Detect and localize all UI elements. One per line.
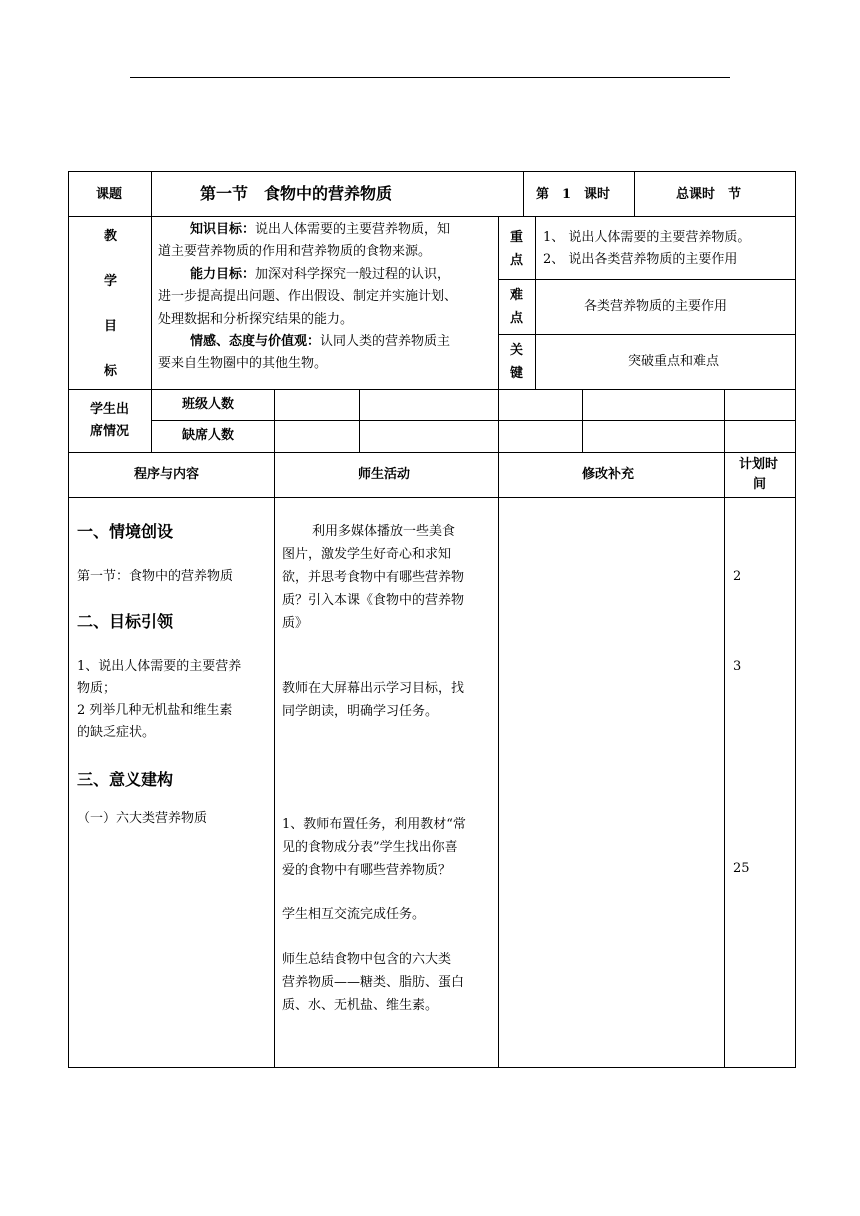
key-item: 1、 说出人体需要的主要营养物质。 — [543, 230, 751, 245]
class-count-label: 班级人数 — [182, 397, 235, 412]
planned-time: 25 — [733, 861, 750, 876]
attendance-blank — [724, 389, 796, 421]
emotion-objective — [190, 331, 450, 353]
activity-text: 质、水、无机盐、维生素。 — [282, 998, 439, 1013]
attendance-label: 席情况 — [90, 424, 130, 439]
lesson-title: 第一节 食物中的营养物质 — [200, 184, 393, 203]
emotion-label: 情感、态度与价值观： — [190, 334, 321, 349]
key-item: 2、 说出各类营养物质的主要作用 — [543, 252, 738, 267]
attendance-blank — [498, 420, 583, 453]
section-title: 三、意义建构 — [77, 770, 174, 789]
section-title: 二、目标引领 — [77, 612, 174, 631]
attendance-blank — [498, 389, 583, 421]
activity-text: 见的食物成分表”学生找出你喜 — [282, 840, 458, 855]
activity-text: 质？引入本课《食物中的营养物 — [282, 593, 465, 608]
key-label-char: 重 — [510, 230, 524, 245]
objectives-char: 学 — [104, 274, 118, 289]
revision-body-cell — [498, 497, 725, 1068]
crux-label-char: 关 — [510, 343, 524, 358]
emotion-text-cont: 要来自生物圈中的其他生物。 — [158, 356, 328, 371]
activity-text: 爱的食物中有哪些营养物质？ — [282, 863, 452, 878]
activity-text: 质》 — [282, 616, 309, 631]
objectives-char: 标 — [104, 364, 118, 379]
section-text: 第一节：食物中的营养物质 — [77, 569, 234, 584]
knowledge-objective — [190, 219, 450, 241]
difficult-text: 各类营养物质的主要作用 — [584, 299, 728, 314]
activity-text: 图片，激发学生好奇心和求知 — [282, 547, 452, 562]
ability-text: 加深对科学探究一般过程的认识， — [255, 267, 451, 282]
activity-text: 营养物质——糖类、脂肪、蛋白 — [282, 975, 465, 990]
key-label-char: 点 — [510, 253, 524, 268]
attendance-blank — [274, 420, 360, 453]
header-rule — [130, 77, 730, 78]
activity-text: 教师在大屏幕出示学习目标，找 — [282, 681, 465, 696]
planned-time: 3 — [733, 659, 742, 674]
revision-header: 修改补充 — [582, 467, 635, 482]
absent-count-label: 缺席人数 — [182, 428, 235, 443]
attendance-blank — [582, 389, 725, 421]
attendance-blank — [724, 420, 796, 453]
section-text: 的缺乏症状。 — [77, 725, 156, 740]
period-label: 第 1 课时 — [536, 187, 611, 202]
section-subtitle: （一）六大类营养物质 — [77, 811, 208, 826]
activity-text: 同学朗读，明确学习任务。 — [282, 704, 439, 719]
emotion-text: 认同人类的营养物质主 — [320, 334, 451, 349]
attendance-blank — [359, 420, 499, 453]
attendance-blank — [582, 420, 725, 453]
ability-objective — [190, 264, 450, 286]
knowledge-label: 知识目标： — [190, 222, 256, 237]
attendance-label: 学生出 — [90, 402, 130, 417]
ability-text-cont: 处理数据和分析探究结果的能力。 — [158, 312, 354, 327]
subject-label: 课题 — [96, 187, 123, 202]
attendance-blank — [359, 389, 499, 421]
time-header: 间 — [753, 477, 767, 492]
crux-text: 突破重点和难点 — [628, 354, 720, 369]
difficult-label-char: 点 — [510, 311, 524, 326]
activity-header: 师生活动 — [358, 467, 411, 482]
activity-text: 师生总结食物中包含的六大类 — [282, 952, 452, 967]
activity-text: 1、教师布置任务，利用教材“常 — [282, 817, 466, 832]
crux-label-char: 键 — [510, 366, 524, 381]
ability-label: 能力目标： — [190, 267, 256, 282]
section-text: 物质； — [77, 681, 117, 696]
knowledge-text: 说出人体需要的主要营养物质，知 — [255, 222, 451, 237]
objectives-char: 目 — [104, 319, 118, 334]
difficult-label-char: 难 — [510, 288, 524, 303]
section-text: 2 列举几种无机盐和维生素 — [77, 703, 233, 718]
knowledge-text-cont: 道主要营养物质的作用和营养物质的食物来源。 — [158, 244, 432, 259]
section-text: 1、说出人体需要的主要营养 — [77, 659, 242, 674]
objectives-char: 教 — [104, 229, 118, 244]
planned-time: 2 — [733, 569, 742, 584]
attendance-blank — [274, 389, 360, 421]
activity-text: 利用多媒体播放一些美食 — [312, 524, 456, 539]
time-header: 计划时 — [739, 457, 779, 472]
section-title: 一、情境创设 — [77, 522, 174, 541]
ability-text-cont: 进一步提高提出问题、作出假设、制定并实施计划、 — [158, 289, 458, 304]
activity-text: 学生相互交流完成任务。 — [282, 907, 426, 922]
procedure-header: 程序与内容 — [134, 467, 200, 482]
activity-text: 欲，并思考食物中有哪些营养物 — [282, 570, 465, 585]
total-period-label: 总课时 节 — [676, 187, 742, 202]
